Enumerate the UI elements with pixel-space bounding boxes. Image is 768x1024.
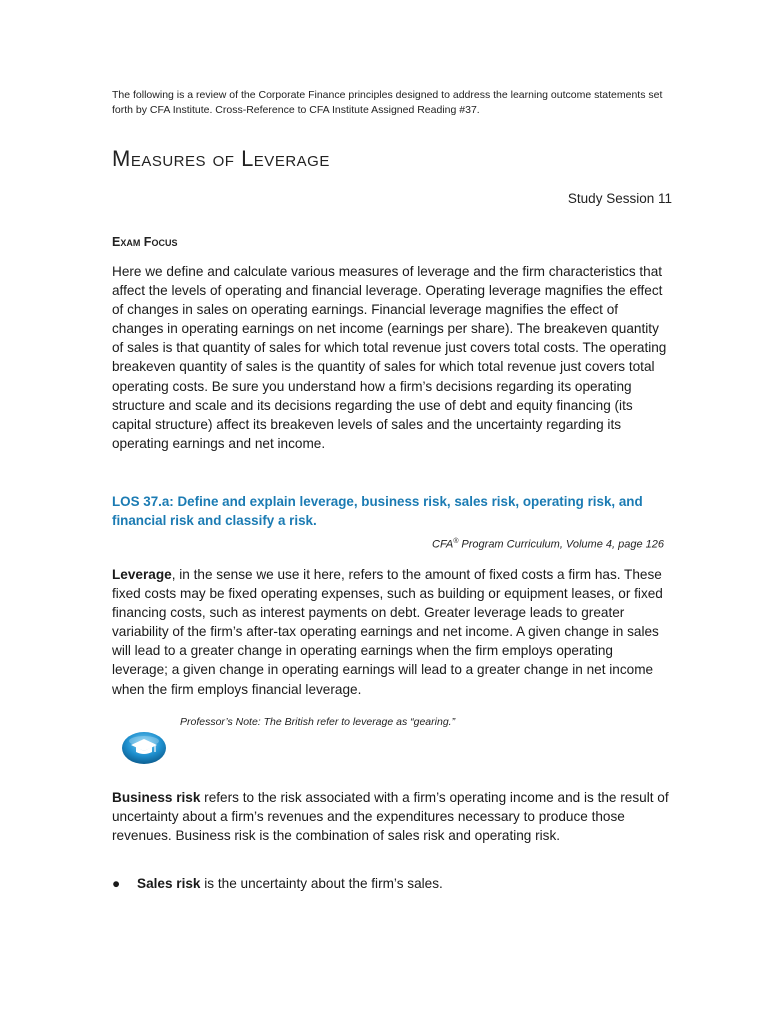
bullet-icon: ● — [112, 876, 121, 891]
exam-focus-heading: Exam Focus — [112, 235, 178, 249]
business-risk-paragraph — [112, 788, 672, 845]
professor-note: Professor’s Note: The British refer to leverage as “gearing.” — [180, 716, 456, 728]
reference-suffix: Program Curriculum, Volume 4, page 126 — [458, 538, 664, 551]
reference-prefix: CFA — [432, 538, 454, 551]
exam-focus-paragraph: Here we define and calculate various measures of leverage and the firm characteristics that affect the levels of operating and financial leverage. Operating leverage magnifies the effect of changes in sales on operating earnings. Financial leverage magnifies the effect of changes in operating earnings on net income (earnings per share). The breakeven quantity of sales is that quantity of sales for which total revenue just covers total costs. The operating breakeven quantity of sales is the quantity of sales for which total revenue just covers total operating costs. Be sure you understand how a firm’s decisions regarding its operating structure and scale and its decisions regarding the use of debt and equity financing (its capital structure) affect its breakeven levels of sales and the uncertainty regarding its operating earnings and net income. — [112, 264, 667, 451]
reference-registered-mark: ® — [453, 538, 459, 545]
leverage-paragraph — [112, 565, 672, 699]
list-item — [112, 874, 672, 893]
los-statement: LOS 37.a: Define and explain leverage, business risk, sales risk, operating risk, and financial risk and classify a risk. — [112, 494, 643, 528]
curriculum-reference — [432, 538, 664, 551]
business-risk-text: refers to the risk associated with a firm’s operating income and is the result of uncertainty about a firm’s revenues and the expenditures necessary to produce those revenues. Business risk is the combination of sales risk and operating risk. — [112, 790, 669, 844]
bullet-text — [137, 874, 443, 893]
sales-risk-term: Sales risk — [137, 876, 201, 891]
business-risk-term: Business risk — [112, 790, 201, 805]
page-title: Measures of Leverage — [112, 146, 330, 171]
leverage-term: Leverage — [112, 567, 172, 582]
leverage-text: , in the sense we use it here, refers to the amount of fixed costs a firm has. These fixed costs may be fixed operating expenses, such as building or equipment leases, or fixed financing costs, such as interest payments on debt. Greater leverage leads to greater variability of the firm’s after-tax operating earnings and net income. A given change in sales will lead to a greater change in operating earnings when the firm employs operating leverage; a given change in operating earnings will lead to a greater change in net income when the firm employs financial leverage. — [112, 567, 663, 697]
sales-risk-text: is the uncertainty about the firm’s sales. — [200, 876, 443, 891]
graduation-cap-icon — [121, 730, 167, 766]
study-session-label: Study Session 11 — [567, 191, 672, 206]
intro-statement: The following is a review of the Corporate Finance principles designed to address the learning outcome statements set forth by CFA Institute. Cross-Reference to CFA Institute Assigned Reading #37. — [112, 89, 663, 116]
